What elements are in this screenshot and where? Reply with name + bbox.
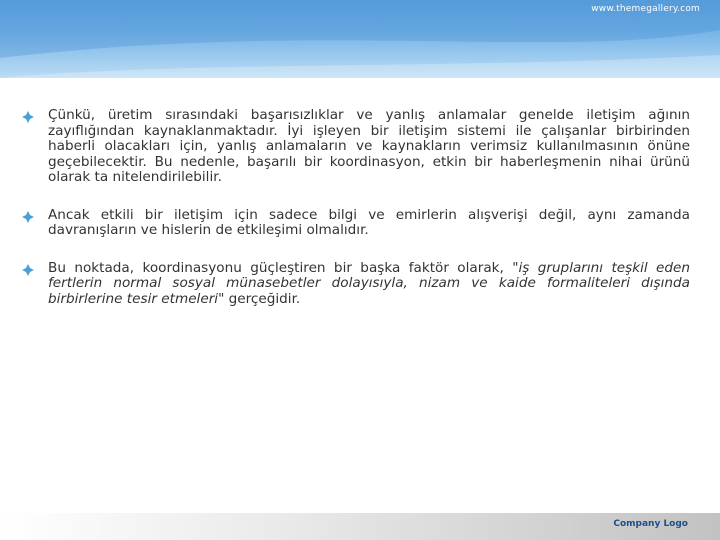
diamond-bullet-icon bbox=[22, 211, 34, 223]
diamond-bullet-icon bbox=[22, 264, 34, 276]
bullet-text: Ancak etkili bir iletişim için sadece bilgi ve emirlerin alışverişi değil, aynı zamanda davranışların ve hislerin de etkileşimi olmalıdır. bbox=[48, 206, 690, 238]
top-banner bbox=[0, 0, 720, 78]
footer-bar bbox=[0, 513, 720, 540]
bullet-text-lead: Bu noktada, koordinasyonu güçleştiren bir başka faktör olarak, " bbox=[48, 259, 519, 276]
bullet-text: Çünkü, üretim sırasındaki başarısızlıklar ve yanlış anlamalar genelde iletişim ağının zayıflığından kaynaklanmaktadır. İyi işleyen bir iletişim sistemi ile çalışanlar birbirinden haberli olacakları için, yanlış anlamaların ve kaynakların verimsiz kullanılmasının önüne geçebilecektir. Bu nedenle, başarılı bir koordinasyon, etkin bir haberleşmenin nihai ürünü olarak ta nitelendirilebilir. bbox=[48, 107, 690, 185]
diamond-bullet-icon bbox=[22, 111, 34, 123]
bullet-text bbox=[48, 261, 690, 308]
company-logo: Company Logo bbox=[613, 519, 688, 529]
site-url: www.themegallery.com bbox=[591, 4, 700, 14]
bullet-text-quote: iş gruplarını teşkil eden fertlerin normal sosyal münasebetler dolayısıyla, nizam ve kaide formaliteleri dışında birbirlerine tesir etmeleri bbox=[48, 259, 690, 307]
bullet-item bbox=[22, 108, 690, 186]
bullet-list bbox=[22, 108, 690, 329]
bullet-item bbox=[22, 261, 690, 308]
bullet-text-tail: " gerçeğidir. bbox=[218, 290, 301, 307]
bullet-item bbox=[22, 208, 690, 239]
